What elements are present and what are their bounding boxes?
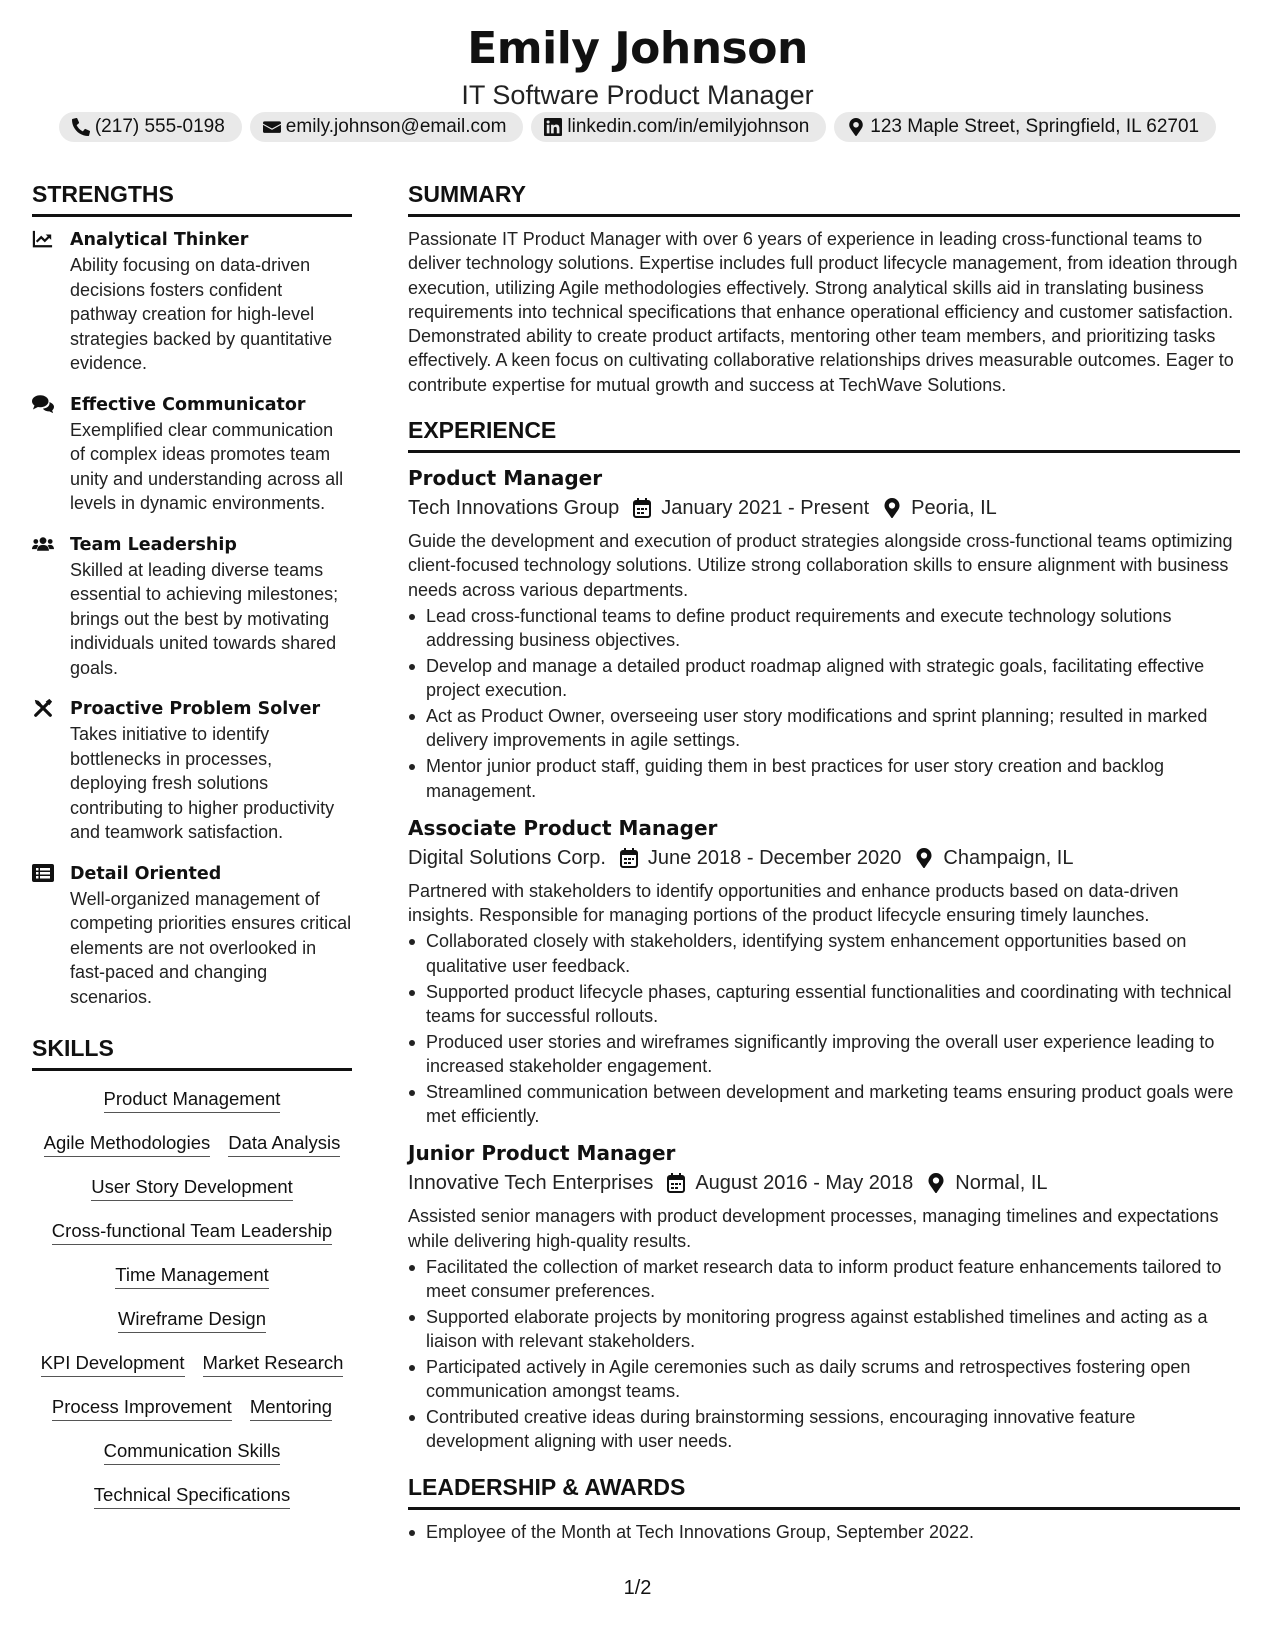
leadership-item: Employee of the Month at Tech Innovations Group, September 2022. bbox=[408, 1520, 1240, 1544]
job-location: Peoria, IL bbox=[911, 497, 997, 520]
skills-heading: SKILLS bbox=[32, 1033, 352, 1071]
strength-title: Detail Oriented bbox=[70, 863, 222, 884]
skill-tag: Time Management bbox=[115, 1263, 269, 1289]
skill-tag: Data Analysis bbox=[228, 1131, 340, 1157]
phone-icon bbox=[72, 118, 90, 136]
strength-desc: Ability focusing on data-driven decisions fosters confident pathway creation for high-level strategies backed by quantitative evidence. bbox=[70, 255, 333, 373]
calendar-icon bbox=[633, 498, 651, 518]
strength-item bbox=[32, 861, 352, 1010]
job-bullet: Participated actively in Agile ceremonies such as daily scrums and retrospectives fostering open communication amongst teams. bbox=[408, 1355, 1240, 1404]
job-bullet: Act as Product Owner, overseeing user story modifications and sprint planning; resulted in marked delivery improvements in agile settings. bbox=[408, 704, 1240, 753]
job-location: Normal, IL bbox=[955, 1172, 1048, 1195]
strengths-heading: STRENGTHS bbox=[32, 179, 352, 217]
job-description: Guide the development and execution of product strategies alongside cross-functional teams optimizing client-focused technology solutions. Utilize strong collaboration skills to ensure alignment with business needs across various departments. bbox=[408, 531, 1233, 600]
job-dates: August 2016 - May 2018 bbox=[695, 1172, 914, 1195]
job-bullet: Contributed creative ideas during brainstorming sessions, encouraging innovative feature development aligning with user needs. bbox=[408, 1405, 1240, 1454]
leadership-list bbox=[408, 1520, 1240, 1544]
left-column bbox=[32, 179, 352, 1527]
job-entry bbox=[408, 1138, 1240, 1453]
candidate-title: IT Software Product Manager bbox=[461, 80, 814, 110]
contact-email-text: emily.johnson@email.com bbox=[285, 116, 507, 137]
resume-header bbox=[0, 22, 1275, 112]
strength-title: Analytical Thinker bbox=[70, 230, 249, 250]
job-meta bbox=[408, 1168, 1240, 1198]
job-dates: January 2021 - Present bbox=[661, 497, 870, 520]
strength-item bbox=[32, 532, 352, 681]
contact-linkedin-text: linkedin.com/in/emilyjohnson bbox=[567, 116, 810, 137]
skill-tag: KPI Development bbox=[41, 1351, 185, 1377]
job-title: Associate Product Manager bbox=[408, 815, 718, 840]
job-bullet: Produced user stories and wireframes significantly improving the overall user experience leading to increased stakeholder engagement. bbox=[408, 1030, 1240, 1079]
job-company: Digital Solutions Corp. bbox=[408, 846, 606, 869]
skill-tag: Wireframe Design bbox=[118, 1307, 266, 1333]
strength-item bbox=[32, 696, 352, 845]
job-entry bbox=[408, 463, 1240, 803]
job-location: Champaign, IL bbox=[943, 846, 1074, 869]
skill-tag: Market Research bbox=[203, 1351, 344, 1377]
job-bullet: Collaborated closely with stakeholders, identifying system enhancement opportunities based on qualitative user feedback. bbox=[408, 929, 1240, 978]
envelope-icon bbox=[263, 118, 281, 136]
job-meta bbox=[408, 493, 1240, 523]
job-meta bbox=[408, 843, 1240, 873]
map-pin-icon bbox=[927, 1173, 945, 1193]
contact-linkedin[interactable] bbox=[531, 112, 826, 142]
job-company: Tech Innovations Group bbox=[408, 497, 620, 520]
summary-heading: SUMMARY bbox=[408, 179, 1240, 217]
job-title: Product Manager bbox=[408, 466, 603, 491]
contact-bar bbox=[0, 112, 1275, 142]
calendar-icon bbox=[667, 1173, 685, 1193]
strength-desc: Exemplified clear communication of complex ideas promotes team unity and understanding across all levels in dynamic environments. bbox=[70, 419, 344, 513]
job-description: Partnered with stakeholders to identify opportunities and enhance products based on data-driven insights. Responsible for managing portions of the product lifecycle ensuring timely launches. bbox=[408, 880, 1179, 926]
strength-title: Effective Communicator bbox=[70, 394, 306, 415]
strength-title: Proactive Problem Solver bbox=[70, 699, 321, 719]
page-number: 1/2 bbox=[623, 1577, 652, 1599]
contact-address bbox=[834, 112, 1216, 142]
skills-list bbox=[32, 1087, 352, 1509]
strength-desc: Skilled at leading diverse teams essential to achieving milestones; brings out the best by motivating individuals united towards shared goals. bbox=[70, 559, 339, 678]
contact-email[interactable] bbox=[250, 112, 524, 142]
linkedin-icon bbox=[544, 118, 562, 136]
job-bullet: Facilitated the collection of market research data to inform product feature enhancements tailored to meet consumer preferences. bbox=[408, 1255, 1240, 1304]
skill-tag: Communication Skills bbox=[104, 1439, 281, 1465]
strength-desc: Takes initiative to identify bottlenecks in processes, deploying fresh solutions contributing to higher productivity and teamwork satisfaction. bbox=[70, 724, 335, 842]
contact-phone[interactable] bbox=[59, 112, 242, 142]
contact-address-text: 123 Maple Street, Springfield, IL 62701 bbox=[870, 116, 1200, 137]
skill-tag: Agile Methodologies bbox=[44, 1131, 211, 1157]
candidate-name: Emily Johnson bbox=[467, 23, 808, 74]
list-alt-icon bbox=[32, 863, 54, 883]
tools-icon bbox=[32, 698, 54, 718]
skill-tag: Process Improvement bbox=[52, 1395, 232, 1421]
comments-icon bbox=[32, 394, 54, 414]
strength-item bbox=[32, 227, 352, 376]
contact-phone-text: (217) 555-0198 bbox=[94, 116, 225, 137]
skill-tag: Cross-functional Team Leadership bbox=[52, 1219, 332, 1245]
experience-heading: EXPERIENCE bbox=[408, 415, 1240, 453]
job-bullet: Supported elaborate projects by monitoring progress against established timelines and acting as a liaison with relevant stakeholders. bbox=[408, 1305, 1240, 1354]
job-dates: June 2018 - December 2020 bbox=[647, 846, 902, 869]
job-entry bbox=[408, 813, 1240, 1128]
users-icon bbox=[32, 534, 54, 554]
job-bullet: Mentor junior product staff, guiding them in best practices for user story creation and backlog management. bbox=[408, 754, 1240, 803]
strength-desc: Well-organized management of competing priorities ensures critical elements are not overlooked in fast-paced and changing scenarios. bbox=[70, 888, 352, 1007]
skill-tag: Mentoring bbox=[250, 1395, 332, 1421]
job-bullet: Develop and manage a detailed product roadmap aligned with strategic goals, facilitating effective project execution. bbox=[408, 654, 1240, 703]
leadership-heading: LEADERSHIP & AWARDS bbox=[408, 1472, 1240, 1510]
skill-tag: Technical Specifications bbox=[94, 1483, 290, 1509]
calendar-icon bbox=[620, 848, 638, 868]
job-description: Assisted senior managers with product development processes, managing timelines and expectations while delivering high-quality results. bbox=[408, 1206, 1219, 1251]
job-bullet: Lead cross-functional teams to define product requirements and execute technology solutions addressing business objectives. bbox=[408, 604, 1240, 653]
strength-title: Team Leadership bbox=[70, 534, 237, 555]
summary-text: Passionate IT Product Manager with over 6 years of experience in leading cross-functional teams to deliver technology solutions. Expertise includes full product lifecycle management, from ideation through execution, utilizing Agile methodologies effectively. Strong analytical skills aid in translating business requirements into technical specifications that enhance operational efficiency and customer satisfaction. Demonstrated ability to create product artifacts, mentoring other team members, and prioritizing tasks effectively. A keen focus on cultivating collaborative relationships drives measurable outcomes. Eager to contribute expertise for mutual growth and success at TechWave Solutions. bbox=[408, 229, 1238, 395]
strength-item bbox=[32, 392, 352, 516]
job-bullet: Supported product lifecycle phases, capturing essential functionalities and coordinating with technical teams for successful rollouts. bbox=[408, 980, 1240, 1029]
right-column bbox=[408, 179, 1240, 1546]
skill-tag: User Story Development bbox=[91, 1175, 293, 1201]
map-pin-icon bbox=[915, 848, 933, 868]
map-pin-icon bbox=[847, 118, 865, 136]
job-bullets bbox=[408, 604, 1240, 803]
chart-line-icon bbox=[32, 229, 54, 249]
map-pin-icon bbox=[883, 498, 901, 518]
job-bullets bbox=[408, 1255, 1240, 1454]
job-bullet: Streamlined communication between development and marketing teams ensuring product goals were met efficiently. bbox=[408, 1080, 1240, 1129]
job-bullets bbox=[408, 929, 1240, 1128]
job-title: Junior Product Manager bbox=[408, 1141, 676, 1166]
skill-tag: Product Management bbox=[104, 1087, 281, 1113]
job-company: Innovative Tech Enterprises bbox=[408, 1172, 654, 1195]
